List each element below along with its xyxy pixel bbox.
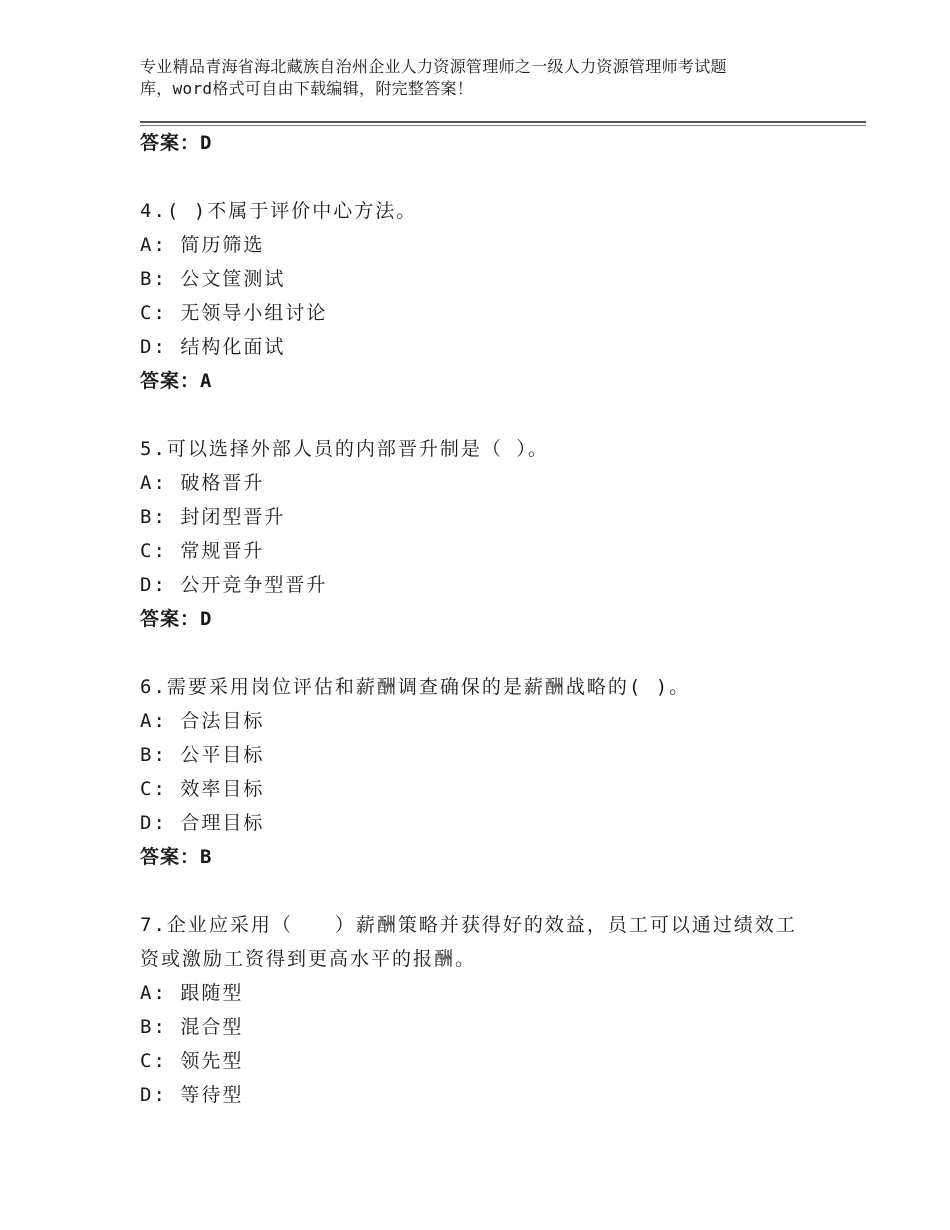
option-a: A: 破格晋升 (140, 472, 265, 494)
option-c: C: 无领导小组讨论 (140, 302, 328, 324)
question-5 (140, 432, 840, 636)
option-b: B: 公平目标 (140, 744, 265, 766)
option-b: B: 封闭型晋升 (140, 506, 286, 528)
answer-line: 答案：D (140, 608, 213, 630)
spacer (140, 398, 840, 432)
option-d: D: 等待型 (140, 1084, 244, 1106)
option-a: A: 跟随型 (140, 982, 244, 1004)
question-4 (140, 194, 840, 398)
option-c: C: 领先型 (140, 1050, 244, 1072)
option-a: A: 简历筛选 (140, 234, 265, 256)
question-title: 5.可以选择外部人员的内部晋升制是（ ）。 (140, 438, 549, 460)
header-line-2: 库，word格式可自由下载编辑，附完整答案！ (140, 79, 474, 98)
answer-line: 答案：A (140, 370, 213, 392)
answer-line: 答案：B (140, 846, 213, 868)
spacer (140, 636, 840, 670)
question-title-line-2: 资或激励工资得到更高水平的报酬。 (140, 948, 477, 970)
header-line-1: 专业精品青海省海北藏族自治州企业人力资源管理师之一级人力资源管理师考试题 (140, 57, 727, 76)
option-a: A: 合法目标 (140, 710, 265, 732)
document-header (140, 56, 820, 100)
option-d: D: 合理目标 (140, 812, 265, 834)
header-divider-thick (140, 121, 866, 123)
question-title: 6.需要采用岗位评估和薪酬调查确保的是薪酬战略的( )。 (140, 676, 691, 698)
spacer (140, 160, 840, 194)
option-c: C: 效率目标 (140, 778, 265, 800)
question-title: 4.( )不属于评价中心方法。 (140, 200, 418, 222)
spacer (140, 874, 840, 908)
question-6 (140, 670, 840, 874)
question-7 (140, 908, 840, 1112)
option-c: C: 常规晋升 (140, 540, 265, 562)
option-d: D: 公开竞争型晋升 (140, 574, 328, 596)
option-d: D: 结构化面试 (140, 336, 286, 358)
option-b: B: 混合型 (140, 1016, 244, 1038)
question-title-line-1: 7.企业应采用（ ）薪酬策略并获得好的效益，员工可以通过绩效工 (140, 914, 797, 936)
document-body (140, 126, 840, 1112)
option-b: B: 公文筐测试 (140, 268, 286, 290)
answer-line: 答案：D (140, 132, 213, 154)
